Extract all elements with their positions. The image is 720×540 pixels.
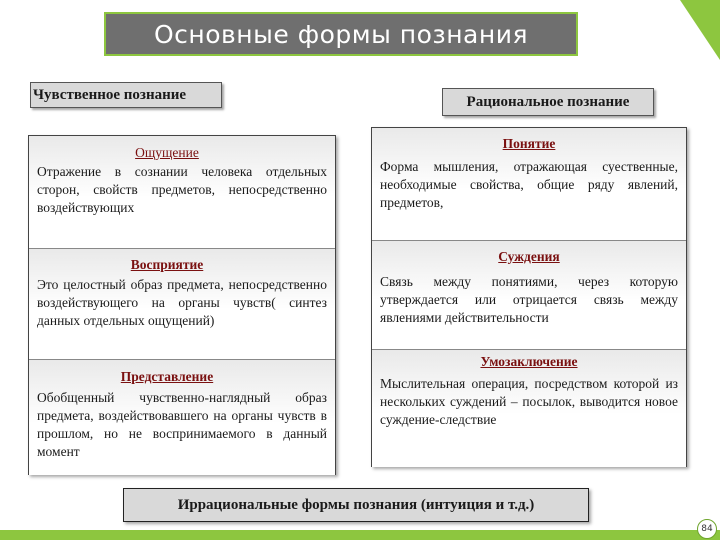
term-representation: Представление [120, 369, 214, 384]
term-sensation: Ощущение [135, 145, 199, 160]
rational-heading: Рациональное познание [442, 88, 654, 116]
page-number: 84 [697, 519, 717, 539]
corner-decoration [680, 0, 720, 60]
text-perception: Это целостный образ предмета, непосредственно воздействующего на органы чувств( синтез данных отдельных ощущений) [37, 277, 327, 328]
section-sensation [29, 136, 335, 248]
section-perception [29, 249, 335, 359]
bottom-accent-bar [0, 530, 720, 540]
section-representation [29, 360, 335, 475]
text-inference: Мыслительная операция, посредством которой из нескольких суждений – посылок, выводится новое суждение-следствие [380, 376, 678, 427]
text-sensation: Отражение в сознании человека отдельных сторон, свойств предметов, непосредственно воздействующих [37, 164, 327, 215]
rational-column [371, 127, 687, 467]
term-judgment: Суждения [498, 249, 560, 264]
term-concept: Понятие [502, 136, 556, 151]
text-concept: Форма мышления, отражающая суественные, необходимые свойства, общие ряду явлений, предметов, [380, 159, 678, 210]
section-concept [372, 128, 686, 240]
text-judgment: Связь между понятиями, через которую утверждается или отрицается связь между явлениями действительности [380, 274, 678, 325]
text-representation: Обобщенный чувственно-наглядный образ предмета, воздействовавшего на органы чувств в прошлом, но не воспринимаемого в данный момент [37, 390, 327, 459]
term-perception: Восприятие [130, 257, 204, 272]
section-judgment [372, 241, 686, 349]
irrational-forms-box: Иррациональные формы познания (интуиция и т.д.) [123, 488, 589, 522]
page-title: Основные формы познания [104, 12, 578, 56]
term-inference: Умозаключение [480, 354, 578, 369]
sensory-heading: Чувственное познание [30, 82, 222, 108]
section-inference [372, 350, 686, 467]
sensory-column [28, 135, 336, 475]
